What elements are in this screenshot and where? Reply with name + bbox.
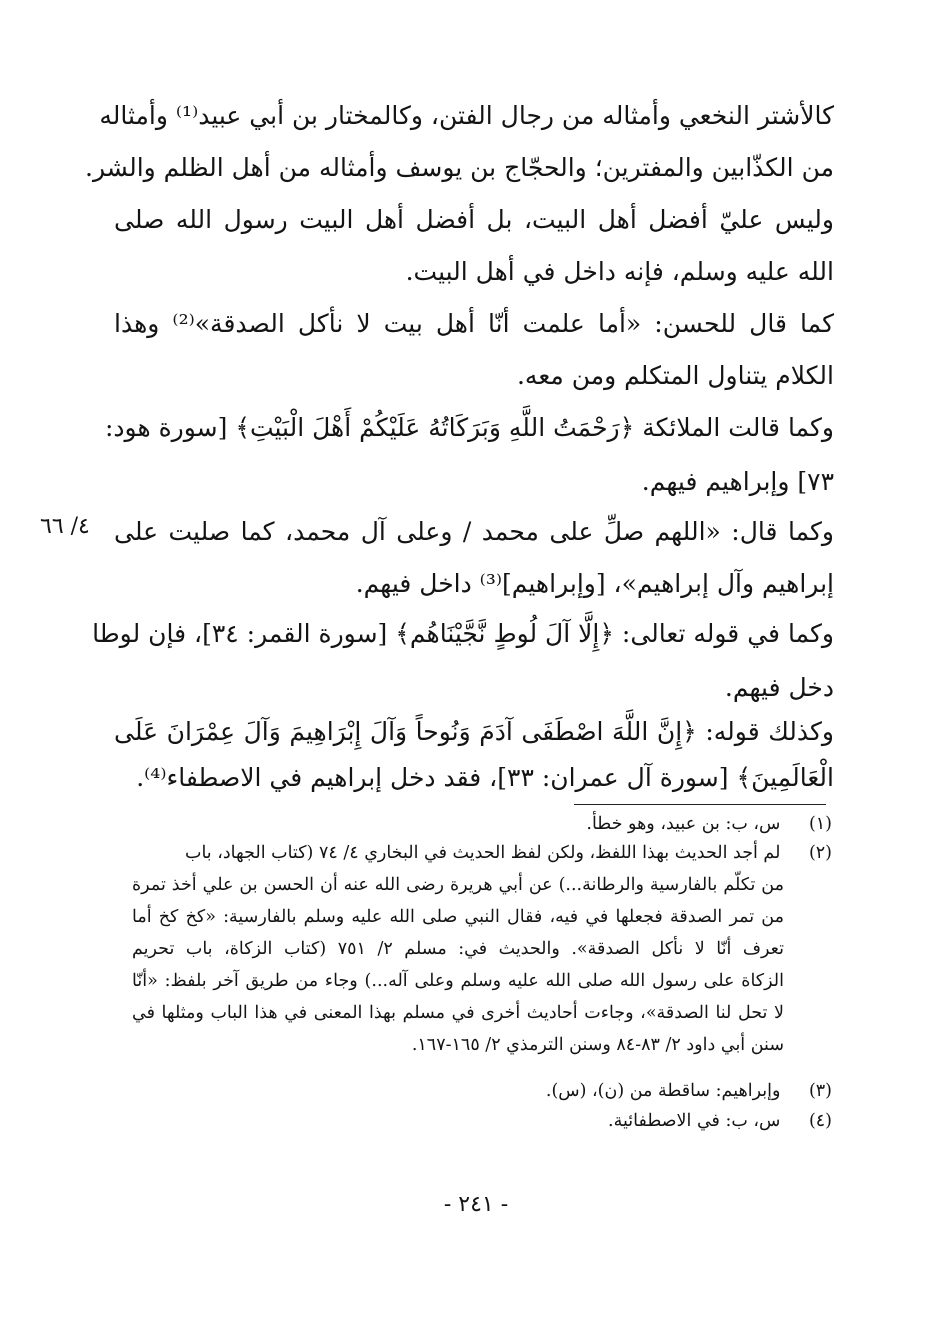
footnote-text: الزكاة على رسول الله صلى الله عليه وسلم وعلى آله...) وجاء من طريق آخر بلفظ: «أنّا — [132, 971, 784, 991]
footnote-text: لا تحل لنا الصدقة»، وجاءت أحاديث أخرى في مسلم بهذا المعنى في هذا الباب ومثلها في — [132, 1003, 784, 1023]
body-line: الكلام يتناول المتكلم ومن معه. — [516, 361, 834, 390]
footnote-3 — [132, 1077, 832, 1106]
footnote-2 — [132, 839, 832, 868]
body-line: وكذلك قوله: ﴿إِنَّ اللَّهَ اصْطَفَى آدَمَ وَنُوحاً وَآلَ إِبْرَاهِيمَ وَآلَ عِمْرَانَ عَلَى — [114, 717, 834, 746]
body-line: ٧٣] وإبراهيم فيهم. — [641, 467, 834, 496]
body-line: الله عليه وسلم، فإنه داخل في أهل البيت. — [405, 257, 834, 286]
footnote-number: (١) — [808, 814, 832, 834]
footnote-text: تعرف أنّا لا نأكل الصدقة». والحديث في: مسلم ٢/ ٧٥١ (كتاب الزكاة، باب تحريم — [132, 939, 784, 959]
body-line: وكما في قوله تعالى: ﴿إِلَّا آلَ لُوطٍ نَّجَّيْنَاهُم﴾ [سورة القمر: ٣٤]، فإن لوطا — [92, 619, 834, 648]
footnote-text: وإبراهيم: ساقطة من (ن)، (س). — [545, 1081, 781, 1101]
footnote-text: س، ب: في الاصطفائية. — [608, 1111, 781, 1131]
body-line: دخل فيهم. — [724, 673, 834, 702]
footnote-number: (٤) — [808, 1111, 832, 1131]
footnote-divider — [574, 804, 826, 805]
footnote-text: سنن أبي داود ٢/ ٨٣-٨٤ وسنن الترمذي ٢/ ١٦٥-١٦٧. — [411, 1035, 784, 1055]
footnote-number: (٣) — [808, 1081, 832, 1101]
page-number: - ٢٤١ - — [443, 1192, 509, 1217]
body-line: كالأشتر النخعي وأمثاله من رجال الفتن، وكالمختار بن أبي عبيد⁽¹⁾ وأمثاله — [99, 101, 834, 130]
footnote-number: (٢) — [808, 843, 832, 863]
body-line: إبراهيم وآل إبراهيم»، [وإبراهيم]⁽³⁾ داخل فيهم. — [355, 569, 834, 598]
footnote-text: لم أجد الحديث بهذا اللفظ، ولكن لفظ الحديث في البخاري ٤/ ٧٤ (كتاب الجهاد، باب — [184, 843, 781, 863]
footnote-text: س، ب: بن عبيد، وهو خطأ. — [586, 814, 781, 834]
footnote-text: من تمر الصدقة فجعلها في فيه، فقال النبي صلى الله عليه وسلم بالفارسية: «كخ كخ أما — [132, 907, 784, 927]
footnote-4 — [132, 1107, 832, 1136]
body-line: من الكذّابين والمفترين؛ والحجّاج بن يوسف وأمثاله من أهل الظلم والشر. — [85, 153, 834, 182]
body-line: وليس عليّ أفضل أهل البيت، بل أفضل أهل البيت رسول الله صلى — [114, 205, 834, 234]
footnote-text: من تكلّم بالفارسية والرطانة...) عن أبي هريرة رضى الله عنه أن الحسن بن علي أخذ تمرة — [132, 875, 784, 895]
margin-reference: ٤/ ٦٦ — [40, 514, 90, 539]
footnote-1 — [132, 810, 832, 839]
body-line: كما قال للحسن: «أما علمت أنّا أهل بيت لا نأكل الصدقة»⁽²⁾ وهذا — [114, 309, 834, 338]
body-line: وكما قالت الملائكة ﴿رَحْمَتُ اللَّهِ وَبَرَكَاتُهُ عَلَيْكُمْ أَهْلَ الْبَيْتِ﴾ [سورة هود: — [104, 413, 834, 442]
body-line: وكما قال: «اللهم صلِّ على محمد / وعلى آل محمد، كما صليت على — [114, 517, 834, 546]
body-line: الْعَالَمِينَ﴾ [سورة آل عمران: ٣٣]، فقد دخل إبراهيم في الاصطفاء⁽⁴⁾. — [136, 763, 834, 792]
